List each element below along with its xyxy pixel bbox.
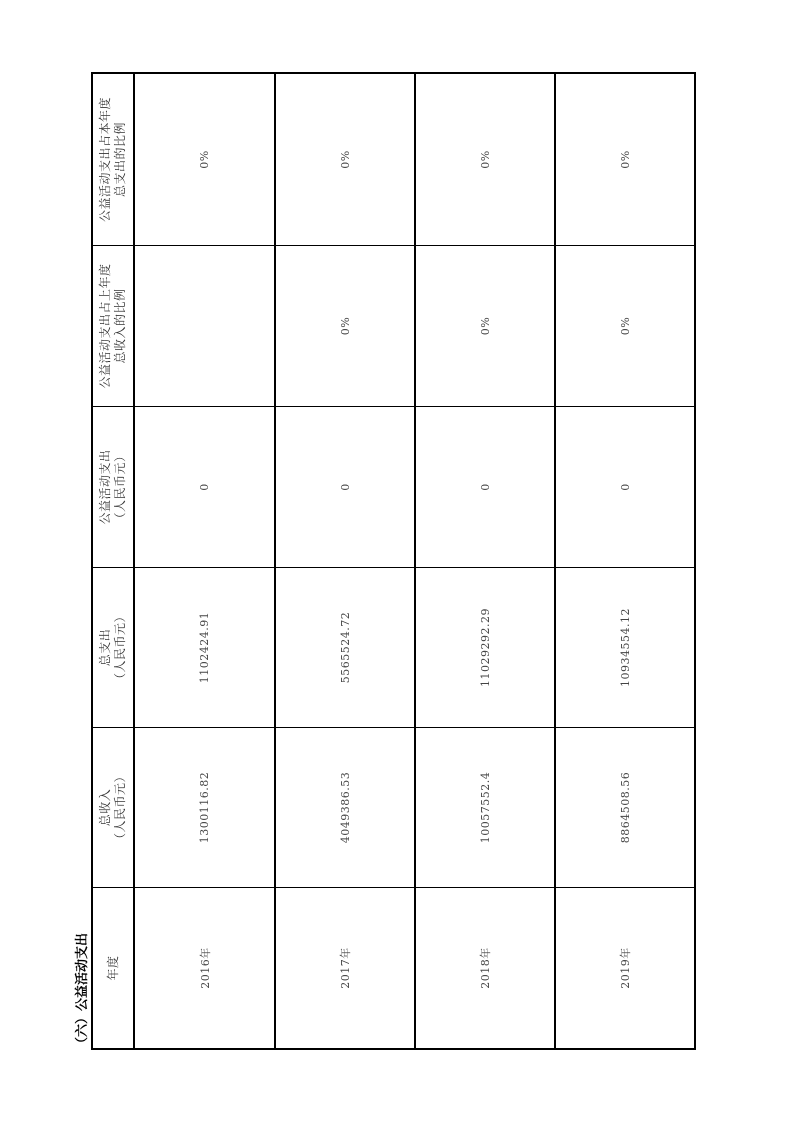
header-total-expense-line2: （人民币元） <box>113 610 127 686</box>
table-cell-public-expense: 0 <box>556 406 694 567</box>
table-cell-expense: 5565524.72 <box>276 567 416 727</box>
header-ratio-prev-income-line2: 总收入的比例 <box>113 288 127 364</box>
table-cell-ratio-curr-expense: 0% <box>135 74 276 245</box>
header-total-expense <box>93 567 135 727</box>
table-cell-income: 4049386.53 <box>276 727 416 887</box>
table-cell-year: 2017年 <box>276 887 416 1048</box>
section-title: （六）公益活动支出 <box>75 932 90 1050</box>
header-ratio-prev-income-line1: 公益活动支出占上年度 <box>98 263 112 389</box>
table-cell-income: 1300116.82 <box>135 727 276 887</box>
table-cell-public-expense: 0 <box>135 406 276 567</box>
table-cell-ratio-curr-expense: 0% <box>618 150 632 169</box>
table-cell-income: 10057552.4 <box>416 727 556 887</box>
table-cell-public-expense: 0 <box>276 406 416 567</box>
header-total-income-line1: 总收入 <box>98 788 112 827</box>
header-year <box>93 887 135 1048</box>
table-cell-ratio-prev-income: 0% <box>276 245 416 406</box>
header-total-expense-line1: 总支出 <box>98 628 112 667</box>
header-year-line1: 年度 <box>105 955 120 981</box>
public-expense-table <box>91 72 696 1050</box>
table-cell-ratio-prev-income: 0% <box>556 245 694 406</box>
table-cell-expense: 1102424.91 <box>135 567 276 727</box>
header-total-income-line2: （人民币元） <box>113 770 127 846</box>
table-cell-income: 8864508.56 <box>556 727 694 887</box>
table-cell-year: 2018年 <box>416 887 556 1048</box>
table-cell-year: 2019年 <box>556 887 694 1048</box>
header-public-expense-line1: 公益活动支出 <box>98 449 112 525</box>
table-cell-expense: 10934554.12 <box>556 567 694 727</box>
table-cell-ratio-prev-income: 0% <box>416 245 556 406</box>
header-ratio-curr-expense-line2: 总支出的比例 <box>113 122 127 198</box>
header-public-expense <box>93 406 135 567</box>
table-cell-expense: 11029292.29 <box>416 567 556 727</box>
header-ratio-curr-expense <box>93 74 135 245</box>
table-cell-year: 2016年 <box>135 887 276 1048</box>
table-cell-public-expense: 0 <box>416 406 556 567</box>
header-public-expense-line2: （人民币元） <box>113 449 127 525</box>
header-total-income <box>93 727 135 887</box>
table-cell-ratio-prev-income <box>135 245 276 406</box>
table-cell-ratio-curr-expense: 0% <box>276 74 416 245</box>
rotated-page-content <box>75 72 696 1050</box>
header-ratio-prev-income <box>93 245 135 406</box>
table-cell-ratio-curr-expense: 0% <box>416 74 556 245</box>
header-ratio-curr-expense-line1: 公益活动支出占本年度 <box>98 97 112 223</box>
